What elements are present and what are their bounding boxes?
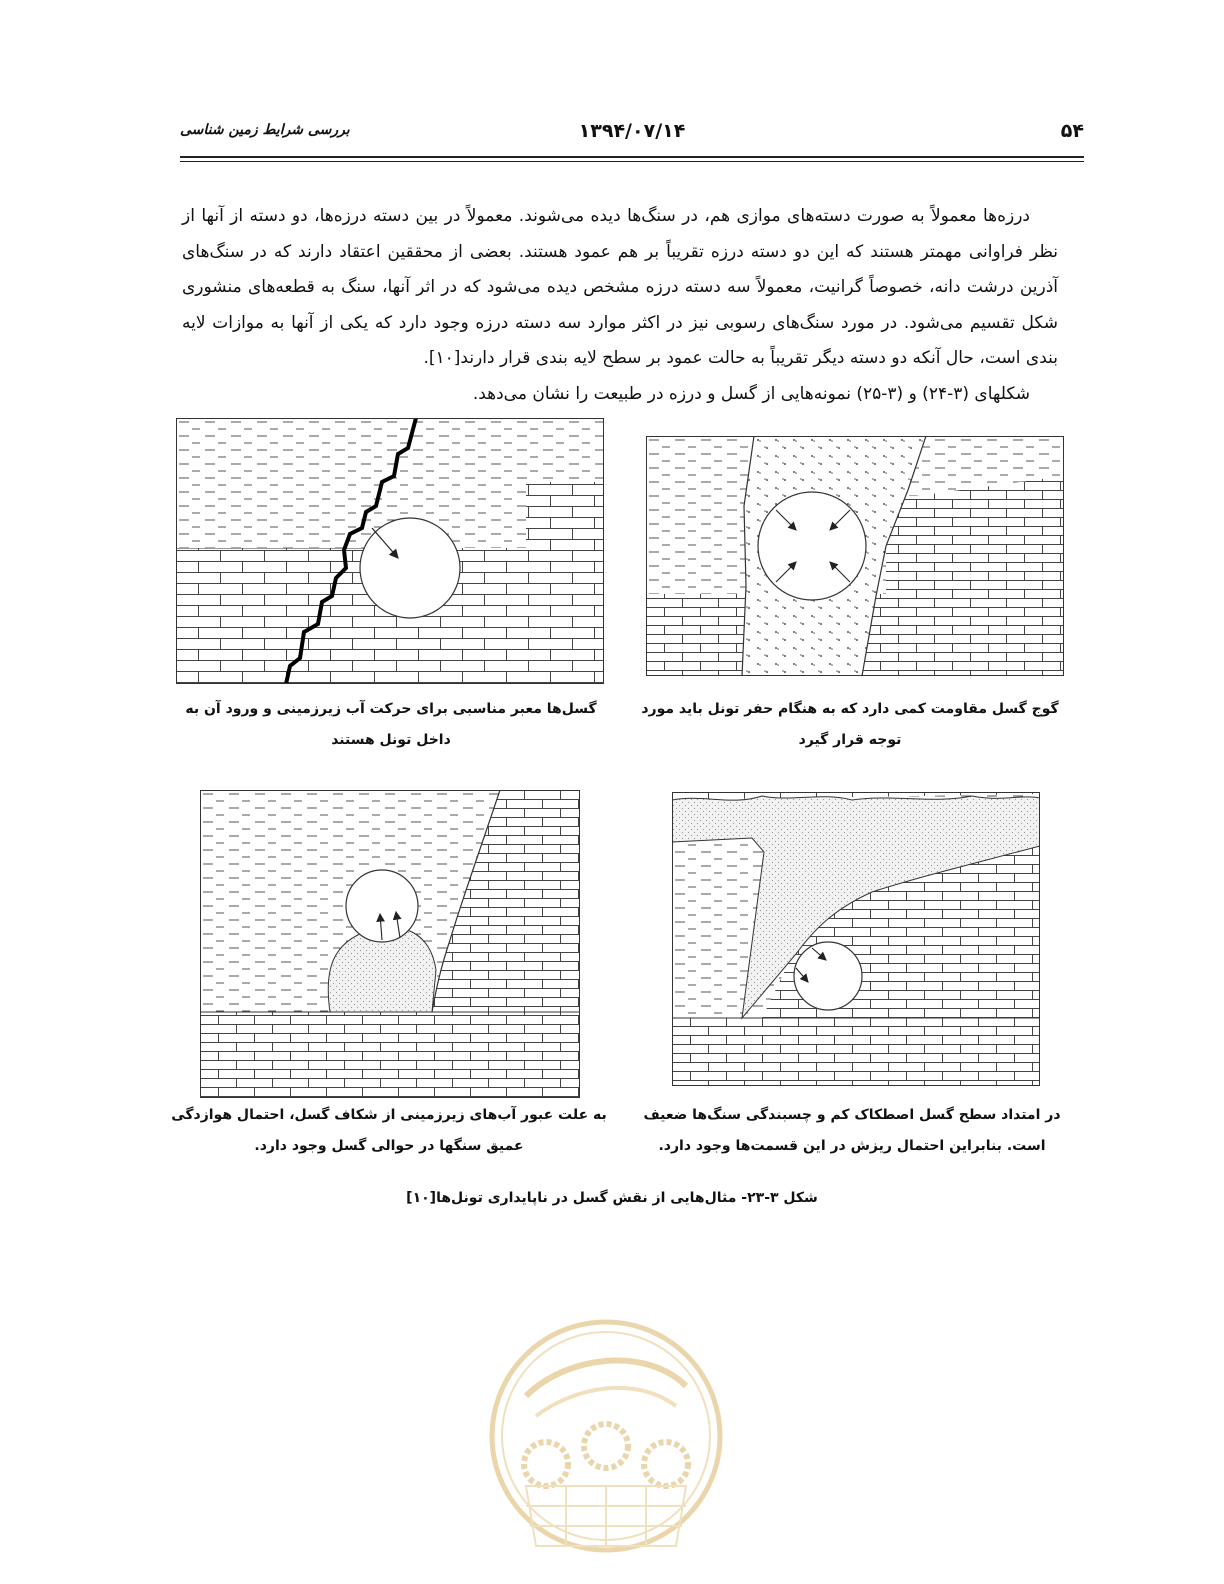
figure-fault-gouge	[646, 436, 1064, 676]
page-header	[180, 118, 1084, 154]
page-number: ۵۴	[1060, 120, 1084, 142]
caption-bottom-left: به علت عبور آب‌های زیرزمینی از شکاف گسل، احتمال هوازدگی عمیق سنگها در حوالی گسل وجود دارد.	[171, 1107, 607, 1154]
body-paragraph: شکلهای (۳-۲۴) و (۳-۲۵) نمونه‌هایی از گسل و درزه در طبیعت را نشان می‌دهد.	[472, 383, 1030, 404]
header-rule-thin	[180, 161, 1084, 162]
figure-low-friction-fault	[672, 792, 1040, 1086]
header-date: ۱۳۹۴/۰۷/۱۴	[578, 120, 686, 142]
header-rule-thick	[180, 156, 1084, 158]
caption-bottom-right: در امتداد سطح گسل اصطکاک کم و چسبندگی سنگ‌ها ضعیف است. بنابراین احتمال ریزش در این قسمت‌ها وجود دارد.	[643, 1107, 1061, 1154]
section-title: بررسی شرایط زمین شناسی	[180, 122, 350, 138]
caption-top-right: گوج گسل مقاومت کمی دارد که به هنگام حفر تونل باید مورد توجه قرار گیرد	[641, 701, 1059, 748]
figure-fault-water-path	[176, 418, 604, 684]
watermark-logo	[486, 1316, 726, 1556]
body-text	[182, 199, 1058, 412]
figure-caption: شکل ۳-۲۳- مثال‌هایی از نقش گسل در ناپایداری تونل‌ها[۱۰]	[406, 1190, 818, 1206]
body-paragraph: درزه‌ها معمولاً به صورت دسته‌های موازی هم، در سنگ‌ها دیده می‌شوند. معمولاً در بین دسته درزه‌ها، دو دسته از آنها از نظر فراوانی مهمتر هستند که این دو دسته درزه تقریباً بر هم عمود هستند. بعضی از محققین اعتقاد دارند که در سنگ‌های آذرین درشت دانه، خصوصاً گرانیت، معمولاً سه دسته درزه مشخص دیده می‌شود که در اثر آنها، سنگ به قطعه‌های منشوری شکل تقسیم می‌شود. در مورد سنگ‌های رسوبی نیز در اکثر موارد سه دسته درزه وجود دارد که یکی از آنها به موازات لایه بندی است، حال آنکه دو دسته دیگر تقریباً به حالت عمود بر سطح لایه بندی قرار دارند[۱۰].	[182, 206, 1058, 368]
figure-deep-weathering	[200, 790, 580, 1098]
caption-top-left: گسل‌ها معبر مناسبی برای حرکت آب زیرزمینی و ورود آن به داخل تونل هستند	[185, 701, 597, 748]
